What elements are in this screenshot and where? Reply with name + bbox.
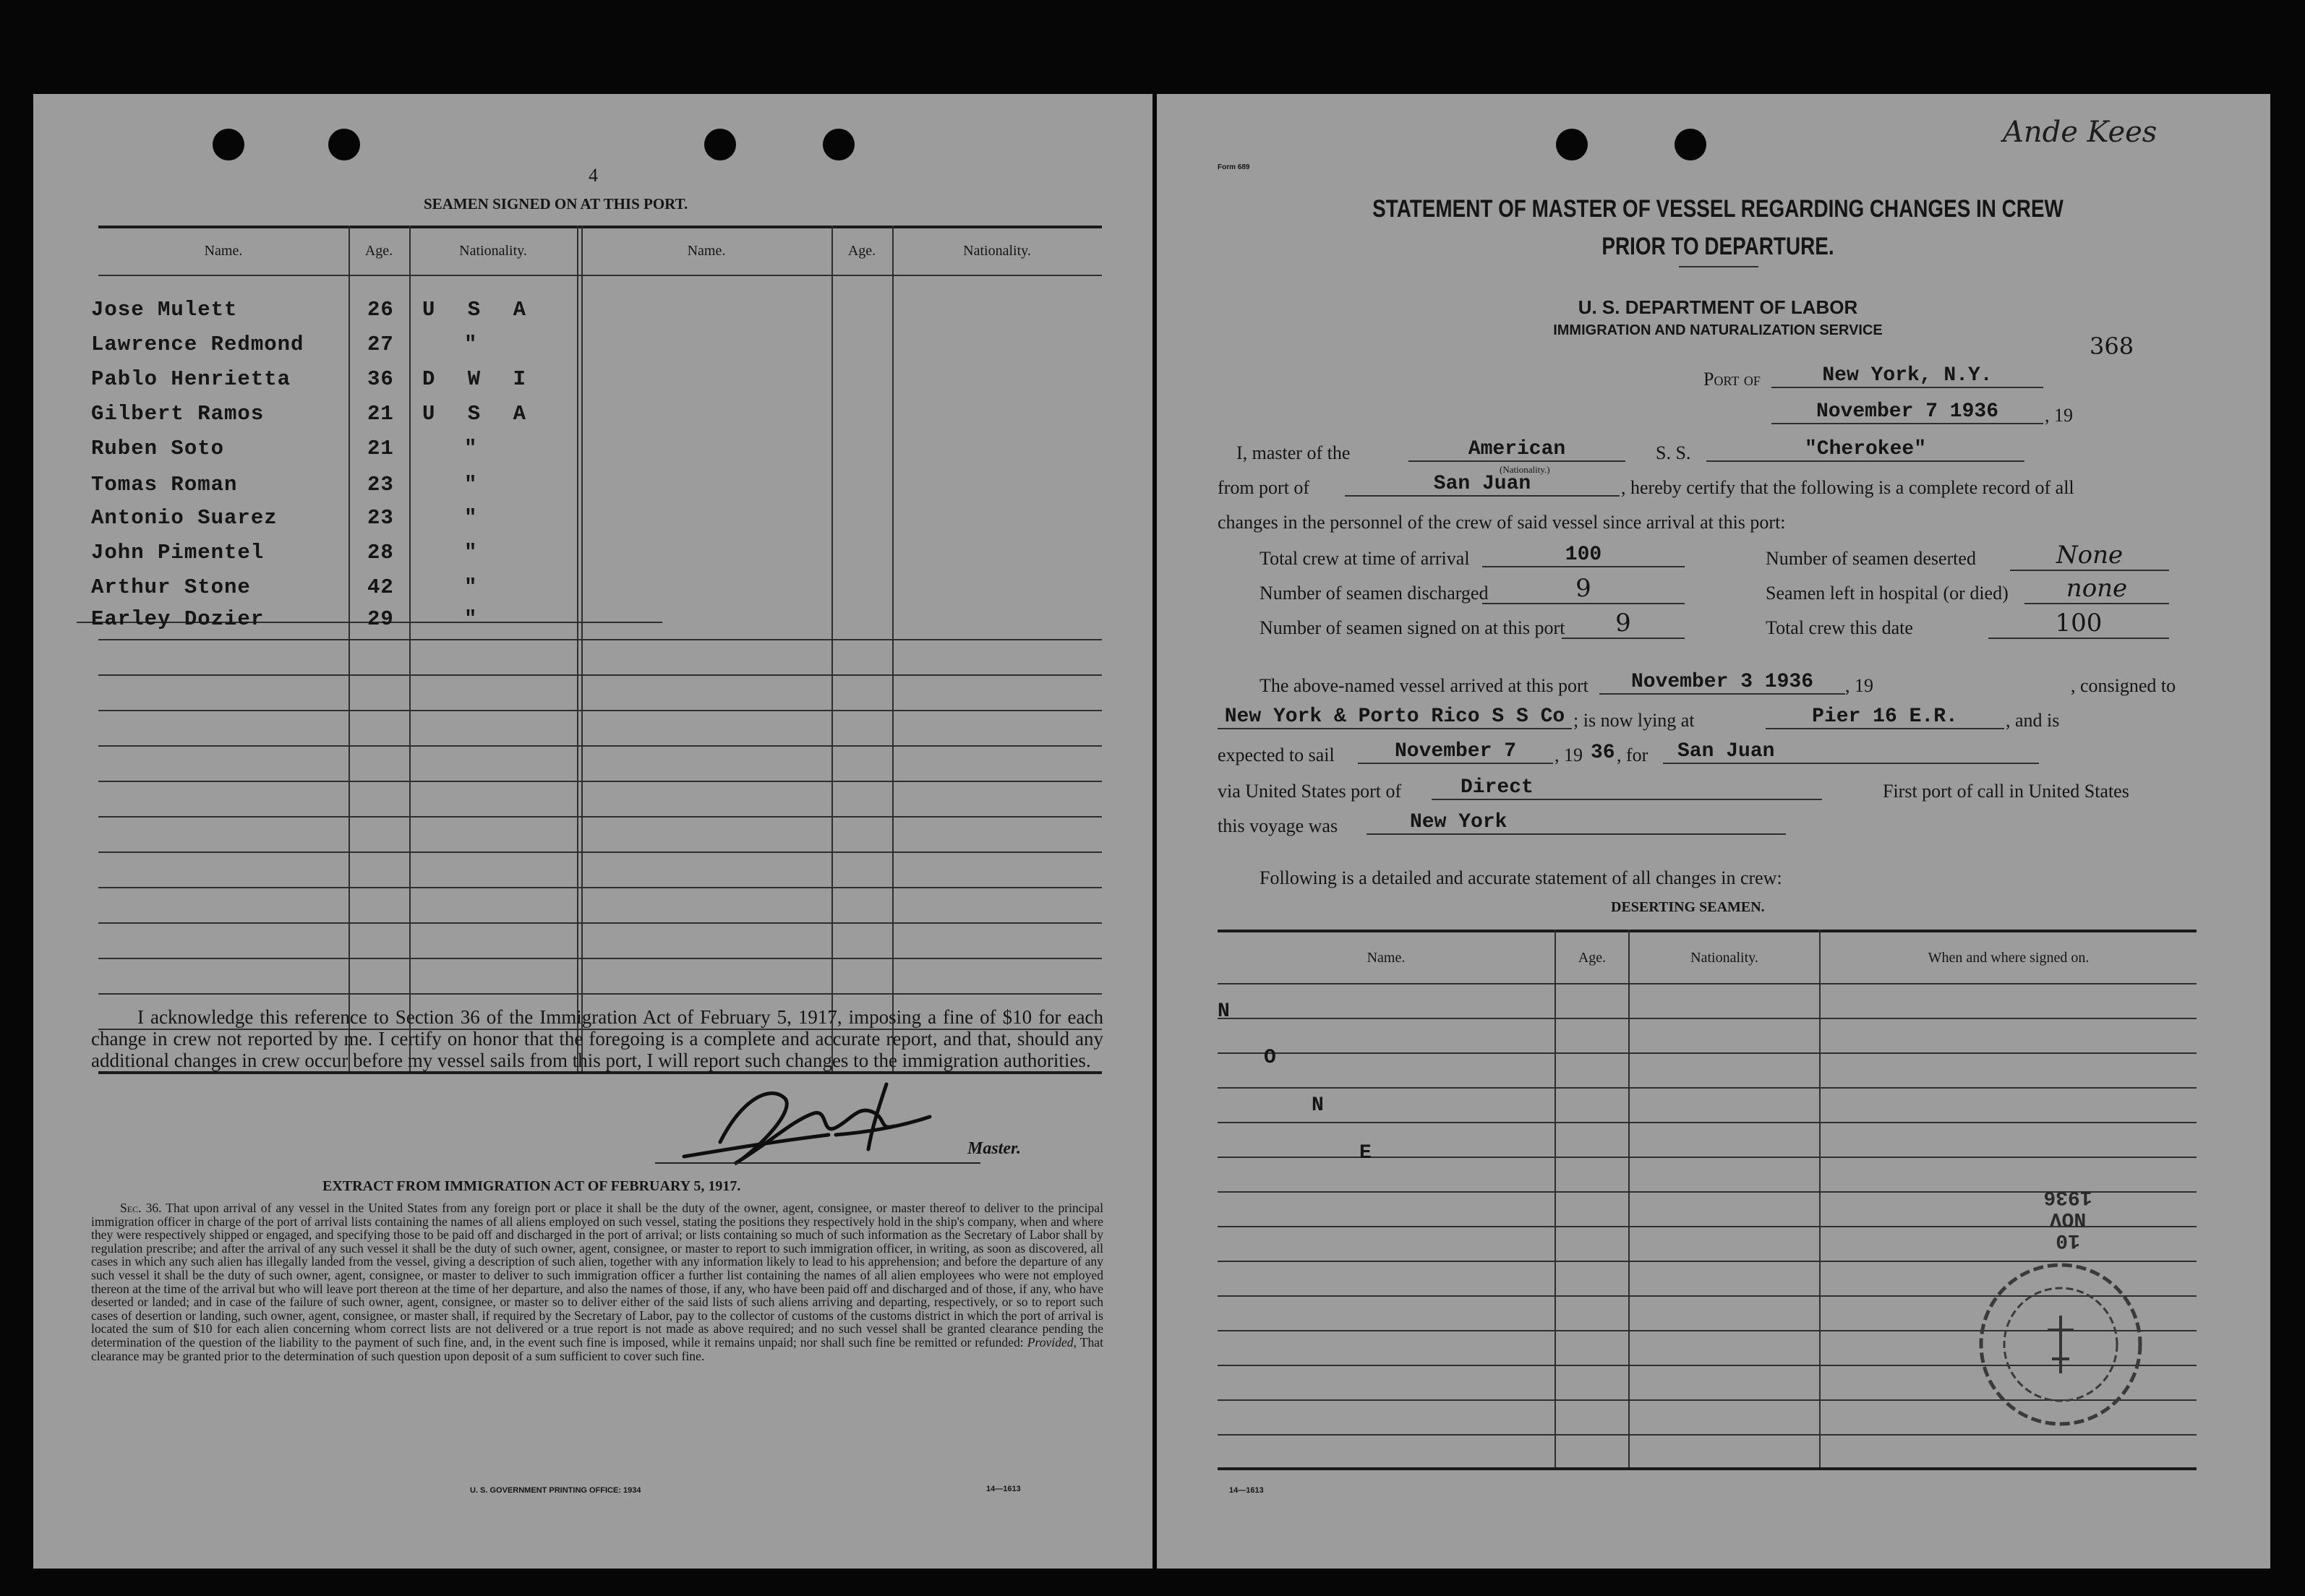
left-page	[33, 94, 1152, 1569]
none-letter: N	[1312, 1094, 1324, 1117]
consignee-value: New York & Porto Rico S S Co	[1218, 705, 1572, 729]
ss-label: S. S.	[1656, 442, 1691, 463]
extract-title: EXTRACT FROM IMMIGRATION ACT OF FEBRUARY 5, 1917.	[322, 1178, 741, 1194]
row-rule	[98, 922, 1102, 924]
seaman-name: Arthur Stone	[91, 575, 251, 599]
department: U. S. DEPARTMENT OF LABOR	[1578, 296, 1858, 318]
punch-hole	[213, 129, 244, 160]
row-rule	[1218, 1087, 2197, 1089]
total-date-label: Total crew this date	[1766, 617, 1913, 638]
total-date-value: 100	[1988, 609, 2169, 639]
voyage-label: this voyage was	[1218, 815, 1338, 836]
arrived-value: November 3 1936	[1599, 671, 1845, 695]
seaman-name: Lawrence Redmond	[91, 332, 304, 356]
column-divider	[577, 226, 578, 1071]
seaman-age: 36	[367, 367, 394, 391]
col-header-nationality: Nationality.	[1690, 950, 1758, 966]
certify-text: , hereby certify that the following is a complete record of all	[1621, 477, 2074, 498]
port-label: Port of	[1703, 369, 1761, 390]
column-divider	[831, 226, 833, 1071]
changes-text: changes in the personnel of the crew of said vessel since arrival at this port:	[1218, 512, 1786, 533]
total-arrival-value: 100	[1482, 544, 1685, 567]
following-text: Following is a detailed and accurate statement of all changes in crew:	[1260, 867, 1782, 888]
stamp-month: NOV	[2049, 1207, 2087, 1230]
expected-year: 36	[1591, 742, 1615, 764]
punch-hole	[704, 129, 736, 160]
signed-on-label: Number of seamen signed on at this port	[1260, 617, 1565, 638]
deserted-label: Number of seamen deserted	[1766, 548, 1976, 569]
seaman-nationality: "	[464, 473, 478, 497]
punch-hole	[1556, 129, 1588, 160]
and-is: , and is	[2006, 710, 2060, 731]
form-title-line2: PRIOR TO DEPARTURE.	[1601, 233, 1834, 260]
none-letter: N	[1218, 1000, 1230, 1023]
from-port-value: San Juan	[1345, 473, 1620, 497]
via-value: Direct	[1432, 776, 1822, 800]
lying-value: Pier 16 E.R.	[1766, 705, 2004, 729]
seaman-nationality: "	[464, 506, 478, 530]
date-value: November 7 1936	[1771, 400, 2043, 424]
page-number: 4	[589, 165, 598, 186]
seaman-name: Gilbert Ramos	[91, 402, 265, 426]
expected-label: expected to sail	[1218, 745, 1335, 765]
seaman-age: 26	[367, 298, 394, 322]
row-rule	[98, 674, 1102, 676]
col-header-age: Age.	[847, 243, 876, 259]
arrived-label: The above-named vessel arrived at this port	[1260, 675, 1588, 696]
table-top-rule	[98, 226, 1102, 228]
seaman-age: 21	[367, 402, 394, 426]
col-header-age: Age.	[1578, 950, 1607, 966]
column-divider	[1819, 930, 1821, 1467]
seaman-nationality: "	[464, 607, 478, 631]
none-letter: E	[1359, 1142, 1372, 1164]
master-label: Master.	[967, 1139, 1022, 1158]
seaman-age: 29	[367, 607, 394, 631]
extract-text	[91, 1201, 1103, 1363]
punch-hole	[1675, 129, 1706, 160]
form-code: 14—1613	[986, 1485, 1021, 1493]
printer-mark: U. S. GOVERNMENT PRINTING OFFICE: 1934	[470, 1486, 641, 1495]
column-divider	[1555, 930, 1556, 1467]
column-divider	[1628, 930, 1630, 1467]
title-rule	[1679, 266, 1758, 267]
hospital-label: Seamen left in hospital (or died)	[1766, 583, 2009, 604]
expected-value: November 7	[1358, 740, 1553, 764]
col-header-name: Name.	[204, 243, 243, 259]
seaman-age: 21	[367, 437, 394, 460]
column-divider	[348, 226, 350, 1071]
row-rule	[98, 887, 1102, 888]
seaman-nationality: U S A	[422, 298, 536, 322]
table-bottom-rule	[1218, 1467, 2197, 1470]
signed-on-value: 9	[1562, 609, 1685, 639]
lying-label: ; is now lying at	[1573, 710, 1695, 731]
hospital-value: none	[2024, 574, 2169, 604]
right-page	[1157, 94, 2270, 1569]
first-port-label: First port of call in United States	[1883, 781, 2129, 802]
nationality-value: American	[1408, 438, 1625, 462]
row-rule	[98, 993, 1102, 995]
column-divider	[892, 226, 894, 1071]
row-rule	[98, 781, 1102, 782]
seaman-age: 42	[367, 575, 394, 599]
deserted-value: None	[2010, 541, 2169, 571]
nationality-caption: (Nationality.)	[1500, 464, 1550, 475]
table-header-rule	[98, 275, 1102, 276]
row-rule	[98, 851, 1102, 853]
seaman-name: John Pimentel	[91, 541, 265, 565]
col-header-name: Name.	[687, 243, 726, 259]
extract-tail: That clearance may be granted prior to the determination of such question upon deposit of a sum sufficient to cover such fine.	[91, 1334, 1103, 1363]
extract-provided: Provided,	[1027, 1334, 1077, 1350]
voyage-value: New York	[1367, 811, 1786, 835]
seaman-nationality: "	[464, 332, 478, 356]
seaman-name: Earley Dozier	[91, 607, 265, 631]
discharged-value: 9	[1482, 574, 1685, 604]
consigned-label: , consigned to	[2071, 675, 2176, 696]
seaman-nationality: D W I	[422, 367, 536, 391]
master-signature	[670, 1055, 959, 1178]
row-rule	[98, 745, 1102, 747]
row-rule	[1218, 1122, 2197, 1123]
col-header-when-where: When and where signed on.	[1928, 950, 2090, 966]
seaman-age: 28	[367, 541, 394, 565]
ship-value: "Cherokee"	[1706, 438, 2024, 462]
seaman-age: 23	[367, 473, 394, 497]
column-divider	[581, 226, 583, 1071]
port-value: New York, N.Y.	[1771, 364, 2043, 388]
total-arrival-label: Total crew at time of arrival	[1260, 548, 1470, 569]
via-label: via United States port of	[1218, 781, 1402, 802]
for-label: , for	[1617, 745, 1648, 765]
arrived-year-suffix: , 19	[1845, 675, 1873, 696]
column-divider	[409, 226, 411, 1071]
seaman-nationality: "	[464, 437, 478, 460]
expected-year-prefix: , 19	[1555, 745, 1583, 765]
row-rule	[98, 710, 1102, 711]
from-port-label: from port of	[1218, 477, 1310, 498]
col-header-age: Age.	[364, 243, 393, 259]
punch-hole	[328, 129, 360, 160]
acknowledgment-text: I acknowledge this reference to Section 36 of the Immigration Act of February 5, 1917, imposing a fine of $10 for each change in crew not reported by me. I certify on honor that the foregoing is a complete and accurate report, and that, should any additional changes in crew occur before my vessel sails from this port, I will report such changes to the immigration authorities.	[91, 1006, 1103, 1071]
row-rule	[1218, 1052, 2197, 1054]
form-number: Form 689	[1218, 163, 1250, 171]
row-rule	[98, 816, 1102, 818]
row-rule	[1218, 1018, 2197, 1019]
stamp-day: 10	[2056, 1229, 2080, 1251]
seaman-name: Tomas Roman	[91, 473, 238, 497]
seaman-age: 23	[367, 506, 394, 530]
deserting-title: DESERTING SEAMEN.	[1611, 899, 1765, 915]
table-top-rule	[1218, 930, 2197, 932]
seaman-name: Jose Mulett	[91, 298, 238, 322]
seaman-nationality: "	[464, 575, 478, 599]
seaman-age: 27	[367, 332, 394, 356]
received-date-stamp	[2039, 1185, 2097, 1250]
section-title: SEAMEN SIGNED ON AT THIS PORT.	[424, 195, 688, 213]
extract-body: That upon arrival of any vessel in the United States from any foreign port or place it shall be the duty of the owner, agent, consignee, or master thereof to deliver to the principal immigration officer in charge of the port of arrival lists containing the names of all aliens employed on such vessel, stating the positions they respectively hold in the ship's company, when and where they were respectively shipped or engaged, and specifying those to be paid off and discharged in the port of arrival; or lists containing so much of such information as the Secretary of Labor shall by regulation prescribe; and after the arrival of any such vessel it shall be the duty of such owner, agent, consignee, or master to report to such immigration officer, in writing, as soon as discovered, all cases in which any such alien has illegally landed from the vessel, giving a description of such alien, together with any information likely to lead to his apprehension; and before the departure of any such vessel it shall be the duty of such owner, agent, consignee, or master to deliver to such immigration officer a further list containing the names of all alien employees who were not employed thereon at the time of the arrival but who will leave port thereon at the time of her departure, and also the names of those, if any, who have been paid off and discharged and of those, if any, who have deserted or landed; and in case of the failure of such owner, agent, consignee, or master so to deliver either of the said lists of such aliens arriving and departing, respectively, or so to report such cases of desertion or landing, such owner, agent, consignee, or master shall, if required by the Secretary of Labor, pay to the collector of customs of the customs district in which the port of arrival is located the sum of $10 for each alien concerning whom correct lists are not delivered or a true report is not made as above required; and no such vessel shall be granted clearance pending the determination of the question of the liability to the payment of such fine, and, in the event such fine is imposed, while it remains unpaid; nor shall such fine be remitted or refunded:	[91, 1201, 1103, 1350]
seaman-nationality: U S A	[422, 402, 536, 426]
seaman-name: Pablo Henrietta	[91, 367, 291, 391]
service: IMMIGRATION AND NATURALIZATION SERVICE	[1553, 322, 1883, 338]
for-value: San Juan	[1663, 740, 2039, 764]
seaman-nationality: "	[464, 541, 478, 565]
seaman-name: Ruben Soto	[91, 437, 225, 460]
col-header-nationality: Nationality.	[459, 243, 527, 259]
discharged-label: Number of seamen discharged	[1260, 583, 1489, 604]
row-rule	[98, 958, 1102, 959]
master-of-label: I, master of the	[1236, 442, 1351, 463]
date-year-suffix: , 19	[2045, 405, 2073, 426]
none-letter: O	[1264, 1047, 1276, 1069]
col-header-nationality: Nationality.	[963, 243, 1031, 259]
form-code: 14—1613	[1229, 1486, 1264, 1495]
extract-section: Sec. 36.	[120, 1201, 162, 1215]
row-rule	[98, 639, 1102, 640]
circular-stamp	[1967, 1250, 2155, 1438]
stamp-year: 1936	[2043, 1185, 2092, 1208]
corner-handwritten-note: Ande Kees	[2003, 116, 2158, 149]
punch-hole	[823, 129, 855, 160]
form-title-line1: STATEMENT OF MASTER OF VESSEL REGARDING CHANGES IN CREW	[1372, 195, 2064, 223]
col-header-name: Name.	[1367, 950, 1406, 966]
table-header-rule	[1218, 983, 2197, 984]
seaman-name: Antonio Suarez	[91, 506, 278, 530]
file-number: 368	[2090, 332, 2134, 360]
signature-line	[655, 1162, 980, 1164]
